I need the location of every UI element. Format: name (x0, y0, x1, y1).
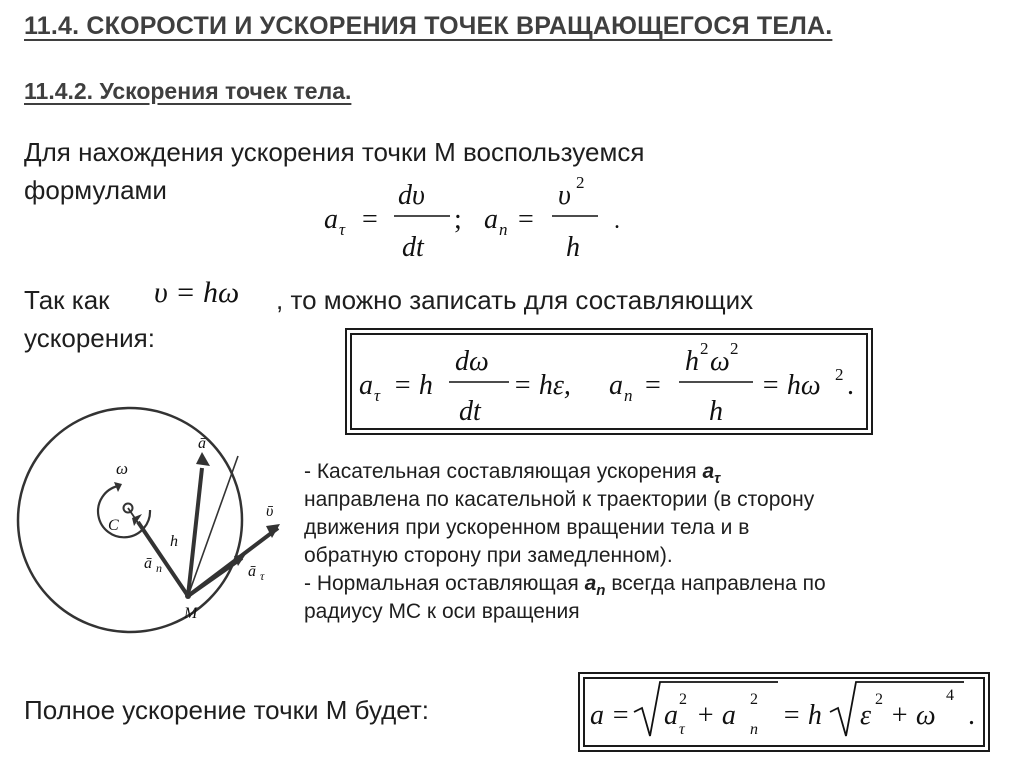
velocity-definition: υ = hω (154, 276, 240, 309)
component-formulas-box (345, 328, 873, 435)
b-num2-sup1: 2 (700, 339, 709, 358)
b-num2-omega: ω (710, 346, 730, 377)
omega-label: ω (116, 459, 129, 478)
full-r1-a: a (664, 700, 678, 731)
b-num2-sup2: 2 (730, 339, 739, 358)
a-n-symbol: $a_n$ (584, 572, 606, 600)
b-den2: h (709, 396, 723, 427)
f2-numerator-sup: 2 (576, 173, 585, 192)
acceleration-arrowhead (196, 452, 210, 466)
full-r2-sup1: 2 (875, 691, 883, 708)
f1-numerator: dυ (398, 180, 425, 211)
normal-acceleration-label: ā (144, 555, 152, 572)
full-acceleration-formula (580, 674, 988, 750)
b-lhs-sub: τ (374, 386, 381, 405)
b-eq2: = hε, (513, 370, 571, 401)
point-m (185, 593, 191, 599)
components-label: ускорения: (24, 323, 155, 353)
acceleration-label: ā (198, 435, 206, 452)
full-r1-sup2: 2 (750, 691, 758, 708)
since-text-cont: , то можно записать для составляющих (276, 285, 754, 315)
full-acceleration-box (578, 672, 990, 752)
rotation-figure (10, 390, 310, 690)
trajectory-circle (18, 408, 242, 632)
full-lhs: a = (590, 700, 630, 731)
f2-numerator: υ (558, 180, 571, 211)
full-acceleration-text: Полное ускорение точки М будет: (24, 695, 429, 725)
f1-separator: ; (454, 204, 462, 235)
b-lhs: a (359, 370, 373, 401)
normal-text-2: всегда направлена по (611, 572, 826, 595)
b-eq4-sup: 2 (835, 365, 844, 384)
velocity-label: ῡ (266, 503, 274, 520)
formulas-at-an (318, 168, 638, 268)
normal-text-1: - Нормальная оставляющая (304, 572, 579, 595)
b-den1: dt (459, 396, 481, 427)
f2-lhs: a (484, 204, 498, 235)
full-r1-sub2: n (750, 721, 758, 738)
f1-lhs-sub: τ (339, 220, 346, 239)
full-r1-sub1: τ (679, 721, 685, 738)
a-tau-symbol: $a_\tau$ (702, 460, 721, 488)
section-subtitle: 11.4.2. Ускорения точек тела. (24, 78, 352, 104)
full-r1-sup1: 2 (679, 691, 687, 708)
full-eq: = h (782, 700, 822, 731)
intro-line-1: Для нахождения ускорения точки М воспользуемся (24, 137, 645, 167)
b-num1: dω (455, 346, 489, 377)
full-r1-plus: + a (696, 700, 736, 731)
tangent-text-1: - Касательная составляющая ускорения (304, 460, 697, 483)
b-num2-h: h (685, 346, 699, 377)
component-formulas (347, 330, 871, 433)
normal-text-3: радиусу МС к оси вращения (304, 600, 580, 623)
f2-eq: = (518, 204, 534, 235)
b-end: . (847, 370, 854, 401)
f1-denominator: dt (402, 232, 424, 263)
point-m-label: M (184, 605, 198, 622)
tangent-text-4: обратную сторону при замедленном). (304, 544, 673, 567)
full-end: . (968, 700, 975, 731)
b-eq1: = h (393, 370, 433, 401)
b-eq3: = (645, 370, 661, 401)
f1-eq: = (362, 204, 378, 235)
f2-end: . (614, 208, 620, 234)
b-eq4: = hω (761, 370, 821, 401)
intro-line-2: формулами (24, 175, 167, 205)
normal-acceleration-sub: n (156, 561, 162, 575)
full-r2-eps: ε (860, 700, 872, 731)
b-lhs2-sub: n (624, 386, 633, 405)
tangential-acceleration-vector (188, 558, 242, 596)
f1-lhs: a (324, 204, 338, 235)
tangential-acceleration-sub: τ (260, 569, 265, 583)
b-lhs2: a (609, 370, 623, 401)
center-label: C (108, 517, 119, 534)
full-r2-sup2: 4 (946, 687, 954, 704)
tangential-acceleration-label: ā (248, 563, 256, 580)
since-text: Так как (24, 285, 110, 315)
f2-lhs-sub: n (499, 220, 508, 239)
f2-denominator: h (566, 232, 580, 263)
h-label: h (170, 533, 178, 550)
tangent-text-3: движения при ускоренном вращении тела и в (304, 516, 750, 539)
full-r2-plus: + ω (890, 700, 936, 731)
tangent-text-2: направлена по касательной к траектории (в сторону (304, 488, 815, 511)
page-title: 11.4. СКОРОСТИ И УСКОРЕНИЯ ТОЧЕК ВРАЩАЮЩЕГОСЯ ТЕЛА. (24, 12, 833, 40)
